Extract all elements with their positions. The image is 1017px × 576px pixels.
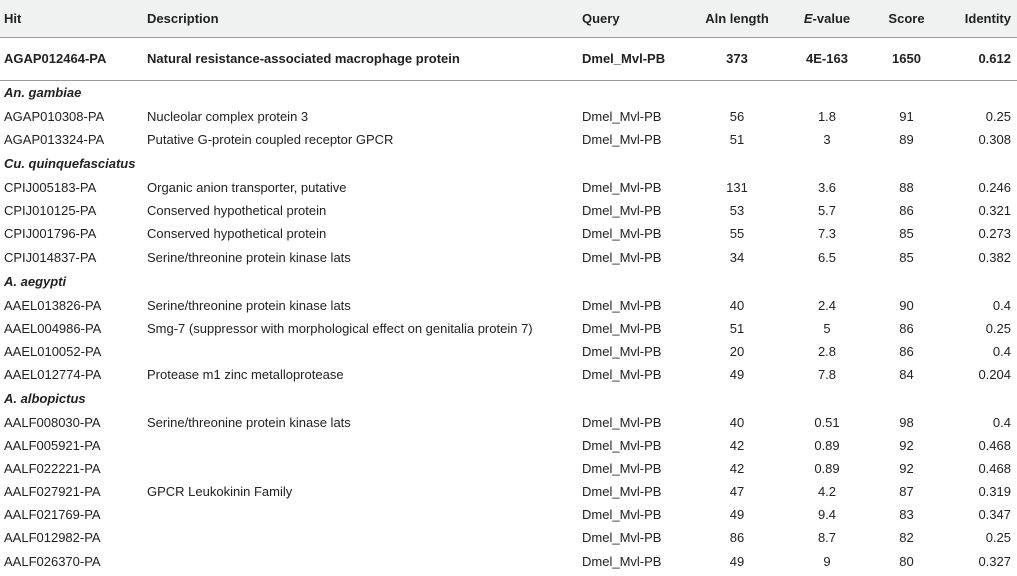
cell-description [143,503,578,526]
cell-hit: AALF022221-PA [4,461,101,477]
cell-query: Dmel_Mvl-PB [582,226,662,242]
species-group-name: Cu. quinquefasciatus [4,156,136,172]
cell-score: 98 [899,414,914,430]
table-row [0,480,1017,503]
cell-hit: AGAP010308-PA [4,109,105,125]
cell-hit: AGAP013324-PA [4,132,105,148]
cell-hit: AAEL004986-PA [4,320,102,336]
cell-score: 91 [899,109,914,125]
cell-query: Dmel_Mvl-PB [582,507,662,523]
cell-score: 90 [899,297,914,313]
cell-identity: 0.321 [978,203,1011,219]
cell-aln-length: 51 [729,320,745,336]
cell-query: Dmel_Mvl-PB [582,180,662,196]
table-row [0,340,1017,363]
species-group-name: An. gambiae [4,85,82,101]
cell-aln-length: 47 [729,484,745,500]
cell-evalue: 7.8 [817,366,837,382]
cell-evalue: 8.7 [817,530,837,546]
cell-score: 92 [899,438,914,454]
cell-hit: AALF021769-PA [4,507,101,523]
species-group-row [0,269,1017,294]
table-header [0,0,1017,37]
table-row [0,199,1017,222]
cell-description: Putative G-protein coupled receptor GPCR [147,132,394,148]
cell-query: Dmel_Mvl-PB [582,109,662,125]
cell-evalue: 0.51 [814,414,840,430]
cell-identity: 0.25 [985,109,1011,125]
top-hit-identity: 0.612 [945,37,1017,80]
cell-query: Dmel_Mvl-PB [582,553,662,569]
cell-evalue: 7.3 [817,226,837,242]
cell-description: Organic anion transporter, putative [147,180,347,196]
cell-aln-length: 53 [729,203,745,219]
cell-identity: 0.204 [978,366,1011,382]
table-row [0,176,1017,199]
cell-description: Conserved hypothetical protein [147,203,327,219]
table-row [0,434,1017,457]
cell-score: 86 [899,343,914,359]
cell-evalue: 2.4 [817,297,837,313]
cell-query: Dmel_Mvl-PB [582,484,662,500]
top-hit-aln-length: 373 [688,37,786,80]
cell-description [143,434,578,457]
table-row [0,503,1017,526]
table-body [0,37,1017,573]
cell-hit: CPIJ001796-PA [4,226,97,242]
table-row [0,105,1017,128]
cell-identity: 0.273 [978,226,1011,242]
header-aln-length: Aln length [705,10,769,26]
species-group-name: A. albopictus [4,390,86,406]
cell-query: Dmel_Mvl-PB [582,297,662,313]
cell-identity: 0.4 [992,297,1011,313]
cell-description: GPCR Leukokinin Family [147,484,293,500]
cell-score: 85 [899,226,914,242]
cell-score: 86 [899,320,914,336]
cell-aln-length: 55 [729,226,745,242]
table-row [0,245,1017,268]
cell-evalue: 1.8 [817,109,837,125]
cell-identity: 0.246 [978,180,1011,196]
cell-evalue: 3.6 [817,180,837,196]
cell-evalue: 0.89 [814,438,840,454]
cell-identity: 0.308 [978,132,1011,148]
top-hit-row [0,37,1017,80]
cell-score: 86 [899,203,914,219]
header-description: Description [147,10,219,26]
header-query: Query [582,10,620,26]
top-hit-query: Dmel_Mvl-PB [578,37,688,80]
cell-description: Nucleolar complex protein 3 [147,109,309,125]
cell-aln-length: 131 [726,180,748,196]
cell-identity: 0.382 [978,249,1011,265]
cell-hit: AALF005921-PA [4,438,101,454]
cell-query: Dmel_Mvl-PB [582,132,662,148]
cell-hit: AALF026370-PA [4,553,101,569]
cell-description: Serine/threonine protein kinase lats [147,414,351,430]
cell-score: 82 [899,530,914,546]
cell-identity: 0.327 [978,553,1011,569]
cell-description [143,340,578,363]
cell-score: 87 [899,484,914,500]
table-row [0,363,1017,386]
cell-aln-length: 20 [729,343,745,359]
header-evalue-suffix: -value [812,10,851,26]
cell-aln-length: 49 [729,553,745,569]
species-group-row [0,386,1017,411]
cell-score: 88 [899,180,914,196]
header-row [0,0,1017,37]
cell-description: Serine/threonine protein kinase lats [147,297,351,313]
header-score: Score [888,10,925,26]
cell-query: Dmel_Mvl-PB [582,249,662,265]
top-hit-score: 1650 [868,37,945,80]
cell-evalue: 6.5 [817,249,837,265]
cell-hit: AALF008030-PA [4,414,101,430]
table-row [0,222,1017,245]
cell-hit: AAEL012774-PA [4,366,102,382]
cell-description [143,526,578,549]
cell-query: Dmel_Mvl-PB [582,461,662,477]
cell-evalue: 9.4 [817,507,837,523]
cell-aln-length: 42 [729,461,745,477]
cell-hit: CPIJ010125-PA [4,203,97,219]
table-row [0,457,1017,480]
cell-hit: AALF027921-PA [4,484,101,500]
cell-aln-length: 86 [729,530,745,546]
cell-query: Dmel_Mvl-PB [582,343,662,359]
cell-aln-length: 42 [729,438,745,454]
cell-description: Serine/threonine protein kinase lats [147,249,351,265]
cell-evalue: 5 [823,320,831,336]
cell-evalue: 4.2 [817,484,837,500]
cell-score: 92 [899,461,914,477]
header-hit: Hit [4,10,22,26]
table-row [0,526,1017,549]
species-group-row [0,80,1017,105]
cell-evalue: 9 [823,553,831,569]
species-group-row [0,151,1017,176]
top-hit-evalue: 4E-163 [786,37,868,80]
cell-query: Dmel_Mvl-PB [582,414,662,430]
cell-score: 83 [899,507,914,523]
table-row [0,128,1017,151]
cell-identity: 0.319 [978,484,1011,500]
table-row [0,550,1017,573]
cell-identity: 0.25 [985,530,1011,546]
cell-aln-length: 56 [729,109,745,125]
cell-description: Conserved hypothetical protein [147,226,327,242]
cell-identity: 0.468 [978,461,1011,477]
cell-evalue: 3 [823,132,831,148]
top-hit-id: AGAP012464-PA [0,37,143,80]
table-row [0,411,1017,434]
cell-identity: 0.347 [978,507,1011,523]
cell-description: Protease m1 zinc metalloprotease [147,366,344,382]
species-group-name: A. aegypti [4,273,67,289]
cell-description [143,457,578,480]
cell-evalue: 0.89 [814,461,840,477]
table-row [0,317,1017,340]
cell-query: Dmel_Mvl-PB [582,438,662,454]
cell-aln-length: 49 [729,366,745,382]
cell-hit: AALF012982-PA [4,530,101,546]
cell-description: Smg-7 (suppressor with morphological effect on genitalia protein 7) [147,320,533,336]
cell-identity: 0.25 [985,320,1011,336]
cell-aln-length: 40 [729,414,745,430]
cell-score: 80 [899,553,914,569]
cell-aln-length: 40 [729,297,745,313]
header-evalue [786,0,868,37]
cell-score: 89 [899,132,914,148]
header-identity: Identity [964,10,1011,26]
cell-identity: 0.468 [978,438,1011,454]
header-evalue-prefix: E [803,10,813,26]
cell-hit: CPIJ005183-PA [4,180,97,196]
cell-identity: 0.4 [992,414,1011,430]
cell-evalue: 2.8 [817,343,837,359]
cell-description [143,550,578,573]
cell-identity: 0.4 [992,343,1011,359]
cell-query: Dmel_Mvl-PB [582,366,662,382]
cell-hit: CPIJ014837-PA [4,249,97,265]
cell-score: 84 [899,366,914,382]
cell-query: Dmel_Mvl-PB [582,203,662,219]
top-hit-description: Natural resistance-associated macrophage protein [143,37,578,80]
cell-query: Dmel_Mvl-PB [582,530,662,546]
cell-hit: AAEL013826-PA [4,297,102,313]
cell-hit: AAEL010052-PA [4,343,102,359]
cell-query: Dmel_Mvl-PB [582,320,662,336]
cell-aln-length: 49 [729,507,745,523]
cell-aln-length: 51 [729,132,745,148]
table-row [0,294,1017,317]
cell-score: 85 [899,249,914,265]
cell-evalue: 5.7 [817,203,837,219]
cell-aln-length: 34 [729,249,745,265]
